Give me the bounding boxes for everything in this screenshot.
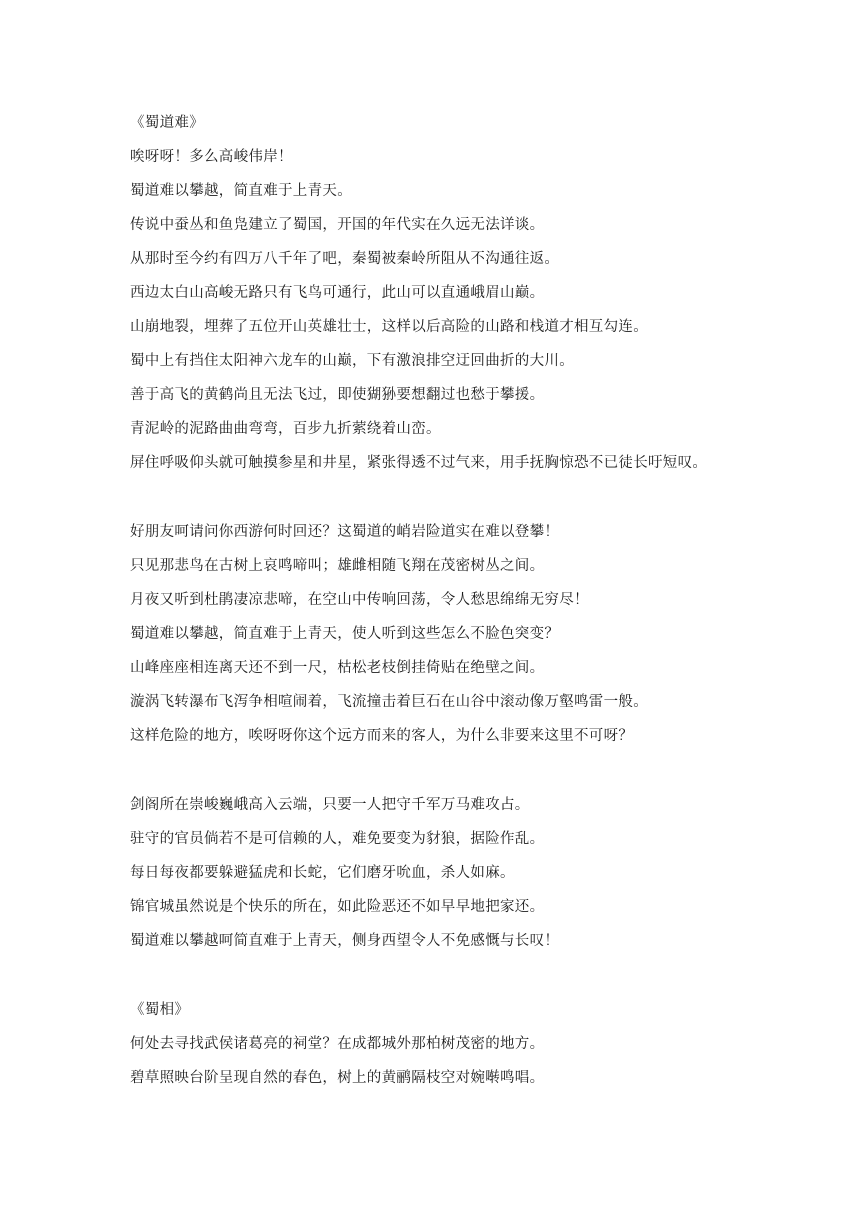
poem-line: 剑阁所在崇峻巍峨高入云端，只要一人把守千军万马难攻占。 (130, 797, 530, 813)
poem-line: 屏住呼吸仰头就可触摸参星和井星，紧张得透不过气来，用手抚胸惊恐不已徒长吁短叹。 (130, 455, 708, 471)
poem-line: 从那时至今约有四万八千年了吧，秦蜀被秦岭所阻从不沟通往返。 (130, 251, 560, 267)
poem-line: 锦官城虽然说是个快乐的所在，如此险恶还不如早早地把家还。 (130, 899, 545, 915)
poem-line: 漩涡飞转瀑布飞泻争相喧闹着，飞流撞击着巨石在山谷中滚动像万壑鸣雷一般。 (130, 694, 648, 710)
poem-line: 山崩地裂，埋葬了五位开山英雄壮士，这样以后高险的山路和栈道才相互勾连。 (130, 319, 648, 335)
poem-line: 青泥岭的泥路曲曲弯弯，百步九折萦绕着山峦。 (130, 421, 441, 437)
poem-line: 唉呀呀！多么高峻伟岸！ (130, 149, 293, 165)
poem-line: 好朋友呵请问你西游何时回还？这蜀道的峭岩险道实在难以登攀！ (130, 524, 560, 540)
poem-line: 碧草照映台阶呈现自然的春色，树上的黄鹂隔枝空对婉啭鸣唱。 (130, 1070, 545, 1086)
poem-line: 西边太白山高峻无路只有飞鸟可通行，此山可以直通峨眉山巅。 (130, 285, 545, 301)
poem-line: 蜀道难以攀越呵简直难于上青天，侧身西望令人不免感慨与长叹！ (130, 933, 560, 949)
poem-line: 何处去寻找武侯诸葛亮的祠堂？在成都城外那柏树茂密的地方。 (130, 1036, 545, 1052)
poem-line: 驻守的官员倘若不是可信赖的人，难免要变为豺狼，据险作乱。 (130, 831, 545, 847)
poem-line: 蜀道难以攀越，简直难于上青天，使人听到这些怎么不脸色突变？ (130, 626, 560, 642)
poem-line: 月夜又听到杜鹃凄凉悲啼，在空山中传响回荡，令人愁思绵绵无穷尽！ (130, 592, 589, 608)
poem-line: 传说中蚕丛和鱼凫建立了蜀国，开国的年代实在久远无法详谈。 (130, 217, 545, 233)
poem-title-shudaonan: 《蜀道难》 (130, 115, 204, 131)
poem-line: 山峰座座相连离天还不到一尺，枯松老枝倒挂倚贴在绝壁之间。 (130, 660, 545, 676)
poem-line: 善于高飞的黄鹤尚且无法飞过，即使猢狲要想翻过也愁于攀援。 (130, 387, 545, 403)
poem-line: 每日每夜都要躲避猛虎和长蛇，它们磨牙吮血，杀人如麻。 (130, 865, 515, 881)
poem-title-shuxiang: 《蜀相》 (130, 1002, 190, 1018)
poem-line: 蜀中上有挡住太阳神六龙车的山巅，下有激浪排空迂回曲折的大川。 (130, 353, 574, 369)
poem-line: 这样危险的地方，唉呀呀你这个远方而来的客人，为什么非要来这里不可呀？ (130, 728, 634, 744)
poem-line: 只见那悲鸟在古树上哀鸣啼叫；雄雌相随飞翔在茂密树丛之间。 (130, 558, 545, 574)
poem-line: 蜀道难以攀越，简直难于上青天。 (130, 183, 352, 199)
